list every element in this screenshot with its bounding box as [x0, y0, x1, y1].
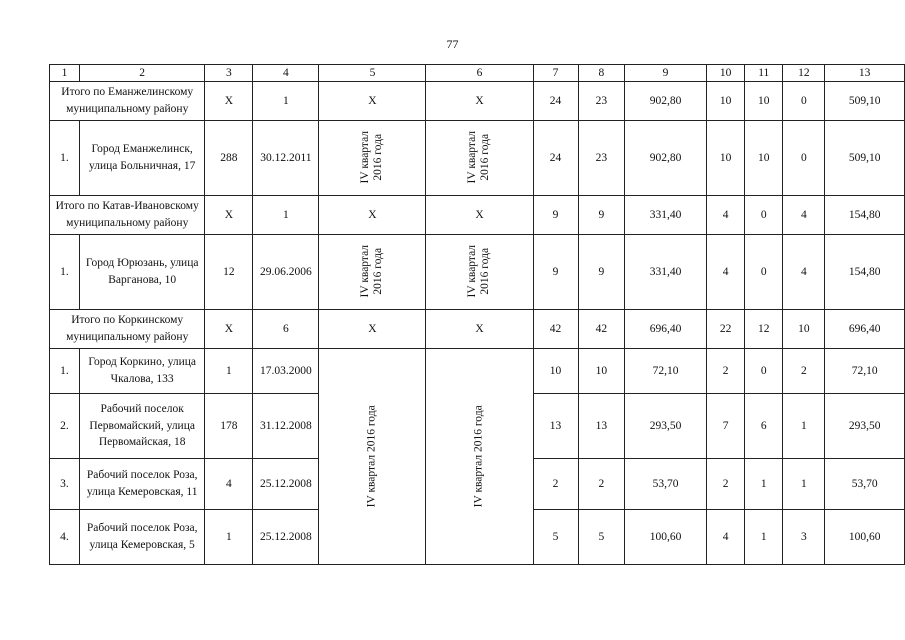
cell-col10: 10 [706, 82, 744, 121]
cell-col8: 9 [578, 235, 625, 310]
cell-col10: 10 [706, 121, 744, 196]
cell-col10: 7 [706, 394, 744, 459]
cell-col8: 23 [578, 82, 625, 121]
cell-col11: 0 [745, 235, 783, 310]
cell-col6: Х [426, 82, 533, 121]
cell-col10: 2 [706, 459, 744, 510]
row-number: 1. [50, 349, 80, 394]
row-number: 3. [50, 459, 80, 510]
cell-col4: 1 [253, 82, 319, 121]
housing-register-table [49, 64, 905, 565]
cell-col12: 0 [783, 82, 825, 121]
cell-col6 [426, 121, 533, 196]
building-address: Город Юрюзань, улица Варганова, 10 [79, 235, 205, 310]
district-total-name: Итого по Коркинскому муниципальному району [50, 310, 205, 349]
cell-col4: 6 [253, 310, 319, 349]
cell-col9: 293,50 [625, 394, 707, 459]
cell-col4: 30.12.2011 [253, 121, 319, 196]
column-header: 2 [79, 65, 205, 82]
cell-col4: 17.03.2000 [253, 349, 319, 394]
district-total-row [50, 310, 905, 349]
column-header: 10 [706, 65, 744, 82]
page-number: 77 [446, 37, 459, 51]
cell-col3: 1 [205, 349, 253, 394]
cell-col6: Х [426, 310, 533, 349]
quarter-label: IV квартал 2016 года [466, 245, 492, 298]
row-number: 2. [50, 394, 80, 459]
cell-col7: 24 [533, 121, 578, 196]
cell-col12: 0 [783, 121, 825, 196]
building-address: Город Еманжелинск, улица Больничная, 17 [79, 121, 205, 196]
quarter-label: IV квартал 2016 года [466, 131, 492, 184]
cell-col7: 13 [533, 394, 578, 459]
cell-col7: 9 [533, 235, 578, 310]
cell-col8: 13 [578, 394, 625, 459]
cell-col8: 23 [578, 121, 625, 196]
cell-col4: 25.12.2008 [253, 459, 319, 510]
quarter-label: IV квартал 2016 года [359, 131, 385, 184]
cell-col10: 2 [706, 349, 744, 394]
cell-col12: 3 [783, 510, 825, 565]
cell-col12: 2 [783, 349, 825, 394]
cell-col12: 10 [783, 310, 825, 349]
cell-col11: 6 [745, 394, 783, 459]
cell-col9: 53,70 [625, 459, 707, 510]
cell-col7: 5 [533, 510, 578, 565]
cell-col11: 0 [745, 349, 783, 394]
cell-col3: 12 [205, 235, 253, 310]
cell-col9: 331,40 [625, 196, 707, 235]
cell-col5-merged [319, 349, 426, 565]
cell-col8: 10 [578, 349, 625, 394]
cell-col3: Х [205, 196, 253, 235]
column-number-row [50, 65, 905, 82]
cell-col13: 154,80 [825, 196, 905, 235]
cell-col13: 293,50 [825, 394, 905, 459]
column-header: 5 [319, 65, 426, 82]
cell-col5 [319, 235, 426, 310]
cell-col11: 1 [745, 459, 783, 510]
cell-col13: 509,10 [825, 121, 905, 196]
district-total-name: Итого по Еманжелинскому муниципальному району [50, 82, 205, 121]
column-header: 1 [50, 65, 80, 82]
cell-col3: 178 [205, 394, 253, 459]
row-number: 1. [50, 121, 80, 196]
district-total-name: Итого по Катав-Ивановскому муниципальному району [50, 196, 205, 235]
cell-col4: 31.12.2008 [253, 394, 319, 459]
cell-col3: Х [205, 310, 253, 349]
cell-col7: 2 [533, 459, 578, 510]
cell-col12: 1 [783, 459, 825, 510]
cell-col4: 29.06.2006 [253, 235, 319, 310]
cell-col13: 154,80 [825, 235, 905, 310]
column-header: 4 [253, 65, 319, 82]
cell-col10: 4 [706, 235, 744, 310]
cell-col7: 42 [533, 310, 578, 349]
cell-col8: 9 [578, 196, 625, 235]
cell-col6 [426, 235, 533, 310]
building-address: Рабочий поселок Первомайский, улица Первомайская, 18 [79, 394, 205, 459]
cell-col5: Х [319, 82, 426, 121]
building-row [50, 349, 905, 394]
cell-col13: 509,10 [825, 82, 905, 121]
cell-col9: 331,40 [625, 235, 707, 310]
district-total-row [50, 82, 905, 121]
row-number: 4. [50, 510, 80, 565]
cell-col3: 4 [205, 459, 253, 510]
cell-col12: 4 [783, 196, 825, 235]
cell-col3: 288 [205, 121, 253, 196]
column-header: 6 [426, 65, 533, 82]
cell-col10: 4 [706, 196, 744, 235]
cell-col11: 1 [745, 510, 783, 565]
column-header: 7 [533, 65, 578, 82]
cell-col8: 42 [578, 310, 625, 349]
cell-col13: 696,40 [825, 310, 905, 349]
cell-col7: 9 [533, 196, 578, 235]
building-row [50, 121, 905, 196]
cell-col13: 53,70 [825, 459, 905, 510]
building-address: Рабочий поселок Роза, улица Кемеровская, 5 [79, 510, 205, 565]
cell-col11: 0 [745, 196, 783, 235]
cell-col5: Х [319, 310, 426, 349]
building-address: Город Коркино, улица Чкалова, 133 [79, 349, 205, 394]
cell-col11: 12 [745, 310, 783, 349]
cell-col3: 1 [205, 510, 253, 565]
cell-col7: 10 [533, 349, 578, 394]
cell-col8: 5 [578, 510, 625, 565]
building-address: Рабочий поселок Роза, улица Кемеровская, 11 [79, 459, 205, 510]
cell-col10: 22 [706, 310, 744, 349]
cell-col10: 4 [706, 510, 744, 565]
row-number: 1. [50, 235, 80, 310]
building-row [50, 235, 905, 310]
cell-col9: 902,80 [625, 82, 707, 121]
cell-col7: 24 [533, 82, 578, 121]
cell-col9: 696,40 [625, 310, 707, 349]
cell-col3: Х [205, 82, 253, 121]
cell-col12: 1 [783, 394, 825, 459]
cell-col6-merged [426, 349, 533, 565]
cell-col4: 1 [253, 196, 319, 235]
column-header: 8 [578, 65, 625, 82]
cell-col12: 4 [783, 235, 825, 310]
quarter-label: IV квартал 2016 года [366, 405, 379, 508]
cell-col5: Х [319, 196, 426, 235]
cell-col11: 10 [745, 121, 783, 196]
cell-col4: 25.12.2008 [253, 510, 319, 565]
column-header: 11 [745, 65, 783, 82]
cell-col13: 100,60 [825, 510, 905, 565]
column-header: 12 [783, 65, 825, 82]
cell-col9: 100,60 [625, 510, 707, 565]
column-header: 9 [625, 65, 707, 82]
cell-col5 [319, 121, 426, 196]
cell-col13: 72,10 [825, 349, 905, 394]
quarter-label: IV квартал 2016 года [359, 245, 385, 298]
district-total-row [50, 196, 905, 235]
quarter-label: IV квартал 2016 года [473, 405, 486, 508]
column-header: 13 [825, 65, 905, 82]
cell-col9: 902,80 [625, 121, 707, 196]
column-header: 3 [205, 65, 253, 82]
cell-col9: 72,10 [625, 349, 707, 394]
cell-col8: 2 [578, 459, 625, 510]
cell-col11: 10 [745, 82, 783, 121]
cell-col6: Х [426, 196, 533, 235]
